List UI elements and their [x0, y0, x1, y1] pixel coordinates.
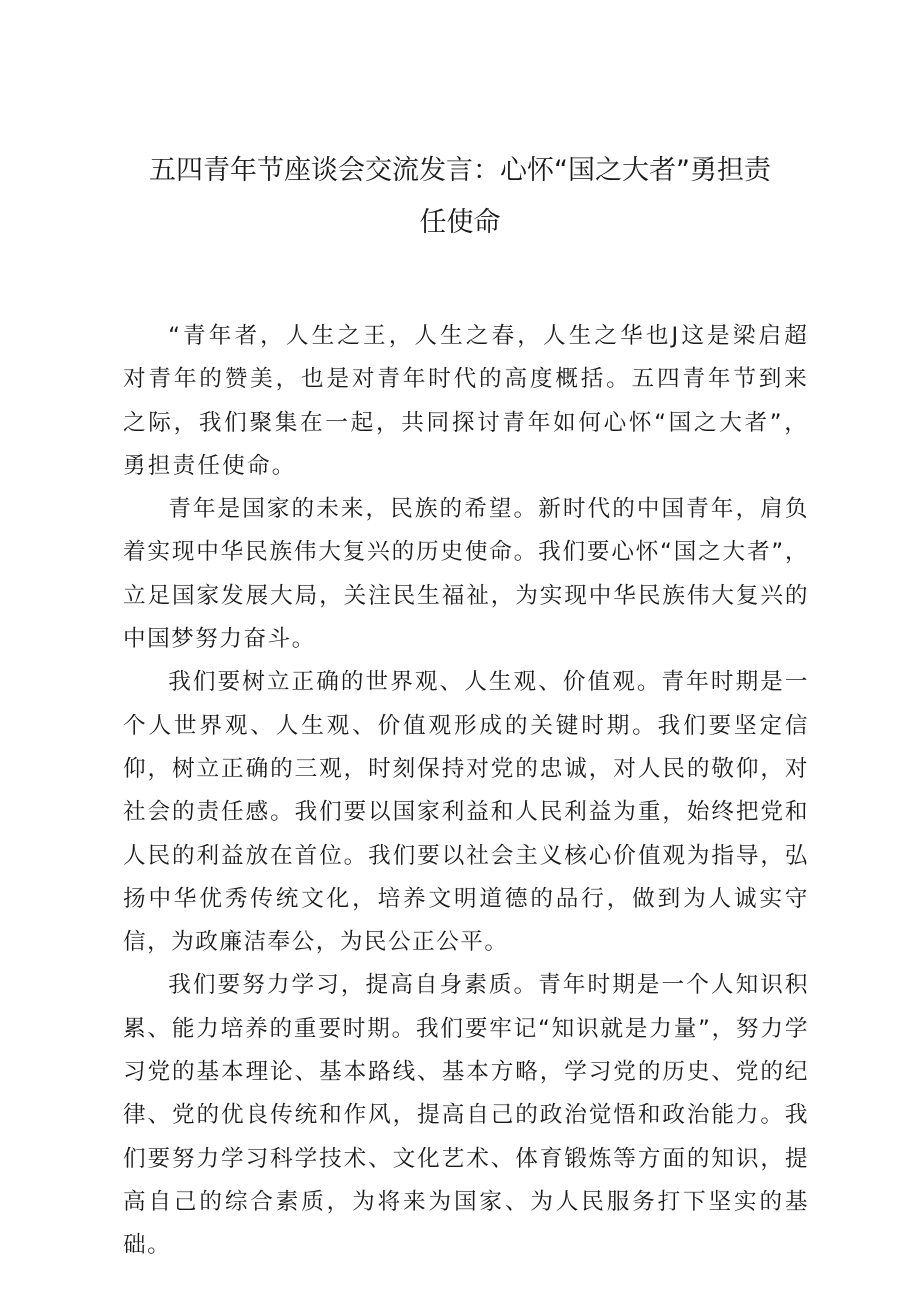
paragraph-2: 青年是国家的未来，民族的希望。新时代的中国青年，肩负着实现中华民族伟大复兴的历史使命。我们要心怀“国之大者”，立足国家发展大局，关注民生福祉，为实现中华民族伟大复兴的中国梦努力奋斗。 — [123, 496, 809, 653]
document-title — [120, 145, 800, 249]
paragraph-1: “青年者，人生之王，人生之春，人生之华也J这是梁启超对青年的赞美，也是对青年时代的高度概括。五四青年节到来之际，我们聚集在一起，共同探讨青年如何心怀“国之大者”，勇担责任使命。 — [123, 323, 809, 479]
document-body — [123, 315, 809, 1268]
title-line-2: 任使命 — [419, 207, 501, 238]
paragraph-4: 我们要努力学习，提高自身素质。青年时期是一个人知识积累、能力培养的重要时期。我们要牢记“知识就是力量”，努力学习党的基本理论、基本路线、基本方略，学习党的历史、党的纪律、党的优良传统和作风，提高自己的政治觉悟和政治能力。我们要努力学习科学技术、文化艺术、体育锻炼等方面的知识，提高自己的综合素质，为将来为国家、为人民服务打下坚实的基础。 — [123, 972, 809, 1259]
title-line-1: 五四青年节座谈会交流发言：心怀“国之大者”勇担责 — [149, 155, 771, 186]
paragraph-3: 我们要树立正确的世界观、人生观、价值观。青年时期是一个人世界观、人生观、价值观形成的关键时期。我们要坚定信仰，树立正确的三观，时刻保持对党的忠诚，对人民的敬仰，对社会的责任感。我们要以国家利益和人民利益为重，始终把党和人民的利益放在首位。我们要以社会主义核心价值观为指导，弘扬中华优秀传统文化，培养文明道德的品行，做到为人诚实守信，为政廉洁奉公，为民公正公平。 — [123, 669, 809, 956]
